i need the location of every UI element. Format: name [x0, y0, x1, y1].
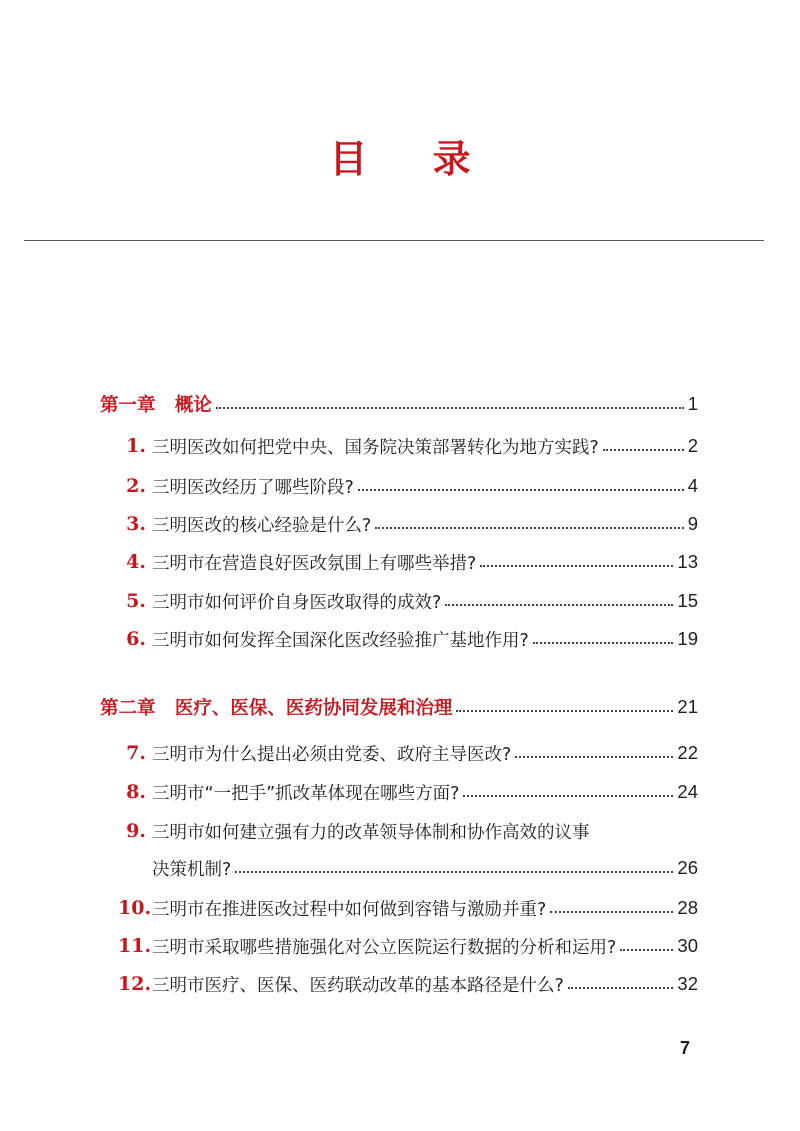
entry-number: 3.	[126, 513, 146, 535]
toc-entry[interactable]	[118, 622, 698, 656]
entry-title: 三明市“一把手”抓改革体现在哪些方面?	[152, 783, 460, 804]
toc-entry-continuation[interactable]	[152, 851, 698, 885]
dot-leader	[375, 527, 683, 529]
entry-title: 三明市如何建立强有力的改革领导体制和协作高效的议事	[152, 822, 590, 843]
dot-leader	[445, 604, 673, 606]
dot-leader	[463, 795, 673, 797]
entry-number: 2.	[126, 475, 146, 497]
entry-page: 30	[677, 935, 698, 956]
toc-entry[interactable]	[118, 891, 698, 925]
entry-page: 4	[687, 475, 698, 496]
dot-leader	[620, 949, 673, 951]
dot-leader	[533, 642, 674, 644]
toc-entry[interactable]	[118, 967, 698, 1001]
entry-title: 三明医改经历了哪些阶段?	[152, 477, 354, 498]
toc-chapter-2[interactable]	[100, 690, 698, 724]
entry-page: 15	[677, 590, 698, 611]
entry-number: 11.	[118, 935, 152, 957]
entry-page: 13	[677, 551, 698, 572]
entry-title: 三明市医疗、医保、医药联动改革的基本路径是什么?	[152, 975, 564, 996]
entry-number: 7.	[126, 742, 146, 764]
title-divider	[24, 240, 764, 241]
toc-entry[interactable]	[118, 429, 698, 463]
page-number: 7	[680, 1038, 691, 1058]
toc-entry[interactable]	[118, 929, 698, 963]
chapter-page: 21	[677, 696, 698, 717]
entry-page: 19	[677, 628, 698, 649]
entry-title: 三明市在推进医改过程中如何做到容错与激励并重?	[152, 899, 547, 920]
entry-number: 8.	[126, 781, 146, 803]
chapter-title: 第一章 概论	[100, 395, 212, 416]
entry-page: 32	[677, 973, 698, 994]
entry-page: 28	[677, 897, 698, 918]
dot-leader	[550, 911, 673, 913]
dot-leader	[480, 565, 673, 567]
entry-title: 三明市如何发挥全国深化医改经验推广基地作用?	[152, 630, 529, 651]
entry-page: 22	[677, 742, 698, 763]
entry-number: 9.	[126, 820, 146, 842]
toc-entry[interactable]	[118, 545, 698, 579]
dot-leader	[568, 987, 674, 989]
entry-page: 2	[687, 435, 698, 456]
entry-number: 6.	[126, 628, 146, 650]
dot-leader	[235, 871, 673, 873]
toc-entry-multiline[interactable]	[118, 814, 698, 848]
toc-entry[interactable]	[118, 584, 698, 618]
entry-title: 三明市采取哪些措施强化对公立医院运行数据的分析和运用?	[152, 937, 617, 958]
entry-page: 9	[687, 513, 698, 534]
entry-title: 三明市为什么提出必须由党委、政府主导医改?	[152, 744, 512, 765]
entry-number: 4.	[126, 551, 146, 573]
chapter-page: 1	[687, 393, 698, 414]
entry-title: 三明医改如何把党中央、国务院决策部署转化为地方实践?	[152, 437, 599, 458]
entry-title: 三明医改的核心经验是什么?	[152, 515, 372, 536]
entry-number: 10.	[118, 897, 152, 919]
toc-chapter-1[interactable]	[100, 387, 698, 421]
entry-number: 12.	[118, 973, 152, 995]
toc-entry[interactable]	[118, 775, 698, 809]
toc-entry[interactable]	[118, 469, 698, 503]
page-title: 目 录	[329, 137, 497, 181]
dot-leader	[603, 449, 684, 451]
dot-leader	[358, 489, 684, 491]
entry-number: 1.	[126, 435, 146, 457]
toc-entry[interactable]	[118, 736, 698, 770]
entry-page: 26	[677, 857, 698, 878]
entry-page: 24	[677, 781, 698, 802]
entry-title: 三明市在营造良好医改氛围上有哪些举措?	[152, 553, 477, 574]
entry-number: 5.	[126, 590, 146, 612]
entry-title-continued: 决策机制?	[152, 859, 232, 880]
dot-leader	[456, 710, 673, 712]
dot-leader	[216, 407, 684, 409]
entry-title: 三明市如何评价自身医改取得的成效?	[152, 592, 442, 613]
toc-entry[interactable]	[118, 507, 698, 541]
dot-leader	[515, 756, 673, 758]
chapter-title: 第二章 医疗、医保、医药协同发展和治理	[100, 698, 453, 719]
